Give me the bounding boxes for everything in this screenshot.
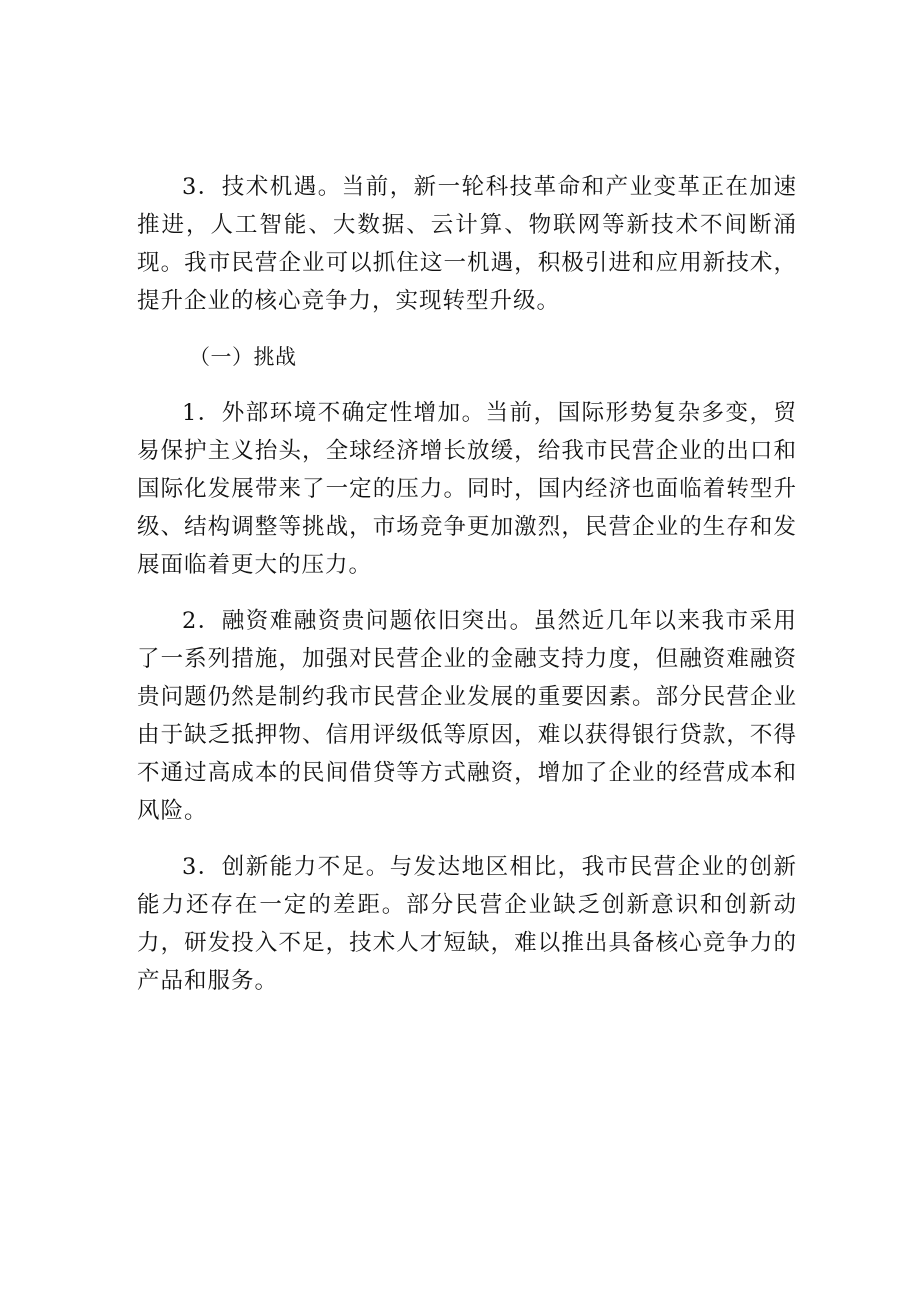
section-heading-challenges: （一）挑战 [189, 345, 297, 369]
paragraph-tech-opportunity: 3．技术机遇。当前，新一轮科技革命和产业变革正在加速推进，人工智能、大数据、云计算、物联网等新技术不间断涌现。我市民营企业可以抓住这一机遇，积极引进和应用新技术，提升企业的核心竞争力，实现转型升级。 [137, 174, 797, 314]
paragraph-external-environment: 1．外部环境不确定性增加。当前，国际形势复杂多变，贸易保护主义抬头，全球经济增长放缓，给我市民营企业的出口和国际化发展带来了一定的压力。同时，国内经济也面临着转型升级、结构调整等挑战，市场竞争更加激烈，民营企业的生存和发展面临着更大的压力。 [137, 400, 797, 578]
paragraph-innovation-capacity: 3．创新能力不足。与发达地区相比，我市民营企业的创新能力还存在一定的差距。部分民营企业缺乏创新意识和创新动力，研发投入不足，技术人才短缺，难以推出具备核心竞争力的产品和服务。 [137, 854, 797, 994]
paragraph-financing-difficulty: 2．融资难融资贵问题依旧突出。虽然近几年以来我市采用了一系列措施，加强对民营企业的金融支持力度，但融资难融资贵问题仍然是制约我市民营企业发展的重要因素。部分民营企业由于缺乏抵押物、信用评级低等原因，难以获得银行贷款，不得不通过高成本的民间借贷等方式融资，增加了企业的经营成本和风险。 [137, 608, 797, 824]
document-page [137, 168, 797, 1000]
